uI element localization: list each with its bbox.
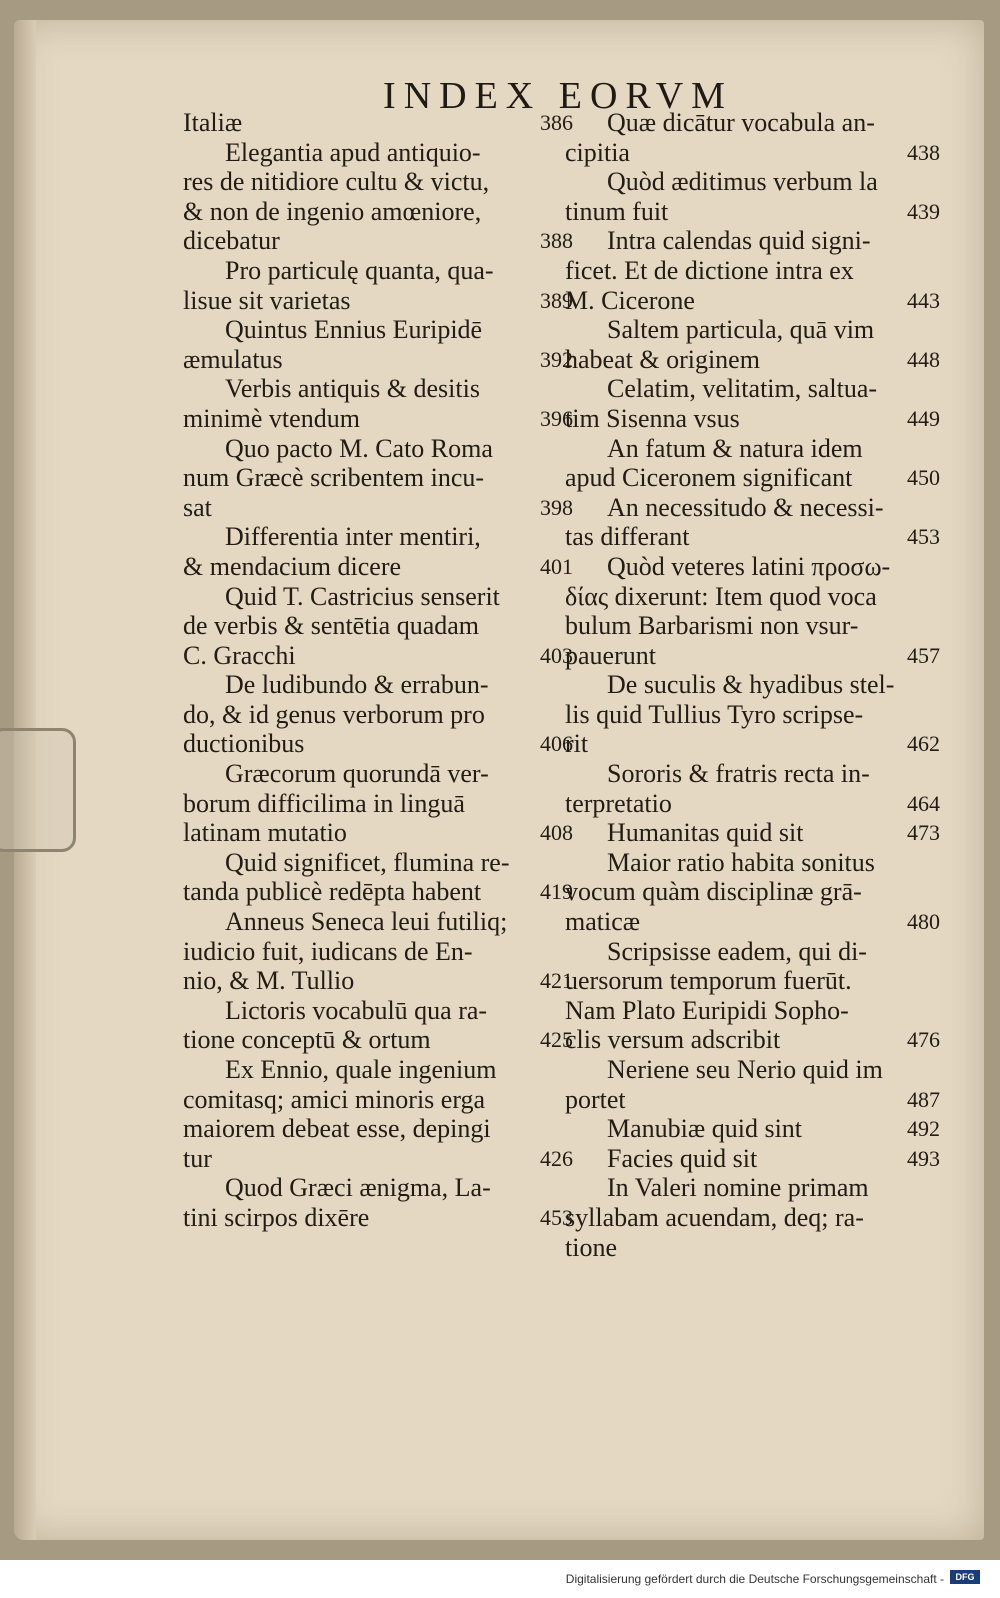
entry-text: latinam mutatio [183, 818, 347, 848]
page-clip [0, 728, 76, 852]
entry-line [565, 877, 940, 907]
entry-text: de verbis & sentētia quadam [183, 611, 480, 641]
entry-text: habeat & originem [565, 344, 760, 374]
index-entry [183, 670, 573, 759]
entry-text: Græcorum quorundā ver- [225, 759, 489, 789]
entry-line [565, 108, 940, 138]
entry-line [183, 848, 573, 878]
entry-line [565, 197, 940, 227]
entry-text: Anneus Seneca leui futiliq; [225, 907, 508, 937]
entry-line [183, 138, 573, 168]
entry-text: tur [183, 1143, 212, 1173]
entry-text: Intra calendas quid signi- [607, 226, 871, 256]
entry-text: M. Cicerone [565, 285, 695, 315]
index-entry [183, 315, 573, 374]
index-entry [565, 1055, 940, 1114]
index-entry [565, 374, 940, 433]
index-entry [565, 552, 940, 670]
entry-text: cipitia [565, 137, 630, 167]
dfg-logo: DFG [950, 1570, 980, 1584]
footer-credit: Digitalisierung gefördert durch die Deutsche Forschungsgemeinschaft - [565, 1572, 944, 1586]
page-number: 493 [907, 1145, 940, 1171]
entry-text: Saltem particula, quā vim [607, 315, 875, 345]
entry-line [565, 167, 940, 197]
index-entry [565, 818, 940, 848]
entry-line [183, 996, 573, 1026]
entry-line [183, 463, 573, 493]
entry-text: Quòd æditimus verbum la [607, 167, 878, 197]
index-entry [183, 522, 573, 581]
page-number: 421 [540, 968, 573, 994]
entry-line [183, 315, 573, 345]
page-number: 386 [540, 110, 573, 135]
entry-line [565, 434, 940, 464]
entry-text: ficet. Et de dictione intra ex [565, 255, 854, 285]
entry-line [565, 1173, 940, 1203]
entry-text: tione [565, 1232, 617, 1262]
entry-line [183, 197, 573, 227]
entry-text: In Valeri nomine primam [607, 1173, 869, 1203]
entry-text: maiorem debeat esse, depingi [183, 1114, 491, 1144]
entry-text: minimè vtendum [183, 403, 360, 433]
entry-text: tini scirpos dixēre [183, 1202, 370, 1232]
entry-text: Nam Plato Euripidi Sopho- [565, 995, 849, 1025]
page-number: 487 [907, 1086, 940, 1112]
page-number: 425 [540, 1027, 573, 1053]
entry-line [183, 493, 573, 523]
entry-line [565, 1144, 940, 1174]
entry-text: lis quid Tullius Tyro scripse- [565, 699, 864, 729]
index-entry [183, 848, 573, 907]
entry-text: clis versum adscribit [565, 1025, 781, 1055]
entry-line [183, 226, 573, 256]
entry-text: pauerunt [565, 640, 656, 670]
entry-line [565, 522, 940, 552]
entry-line [183, 611, 573, 641]
entry-text: Quid T. Castricius senserit [225, 581, 500, 611]
entry-line [183, 552, 573, 582]
entry-line [565, 729, 940, 759]
page-number: 453 [540, 1204, 573, 1230]
entry-line [565, 256, 940, 286]
index-entry [565, 434, 940, 493]
index-entry [565, 670, 940, 759]
entry-text: Scripsisse eadem, qui di- [607, 936, 867, 966]
entry-line [183, 374, 573, 404]
entry-line [183, 582, 573, 612]
entry-text: bulum Barbarismi non vsur- [565, 611, 859, 641]
page-number: 453 [907, 524, 940, 550]
entry-line [565, 345, 940, 375]
page-number: 419 [540, 879, 573, 905]
entry-text: Pro particulę quanta, qua- [225, 255, 494, 285]
entry-line [565, 789, 940, 819]
entry-text: num Græcè scribentem incu- [183, 463, 485, 493]
index-column-right [565, 108, 940, 1262]
entry-text: borum difficilima in linguā [183, 788, 465, 818]
entry-line [565, 1233, 940, 1263]
page-number: 398 [540, 494, 573, 520]
index-entry [183, 996, 573, 1055]
index-entry [565, 108, 940, 167]
entry-text: rit [565, 729, 589, 759]
entry-line [183, 434, 573, 464]
entry-line [183, 1144, 573, 1174]
entry-text: nio, & M. Tullio [183, 966, 355, 996]
entry-line [565, 404, 940, 434]
entry-text: dicebatur [183, 226, 280, 256]
footer-bar [0, 1560, 1000, 1598]
entry-text: & non de ingenio amœniore, [183, 196, 482, 226]
entry-line [183, 818, 573, 848]
page-number: 443 [907, 287, 940, 313]
index-entry [565, 1144, 940, 1174]
entry-text: res de nitidiore cultu & victu, [183, 167, 490, 197]
page-number: 438 [907, 139, 940, 165]
entry-text: C. Gracchi [183, 640, 296, 670]
page-number: 473 [907, 820, 940, 846]
index-entry [183, 907, 573, 996]
entry-text: do, & id genus verborum pro [183, 699, 485, 729]
entry-text: Quæ dicātur vocabula an- [607, 108, 875, 137]
entry-line [183, 700, 573, 730]
entry-text: comitasq; amici minoris erga [183, 1084, 486, 1114]
page-number: 426 [540, 1145, 573, 1171]
index-entry [183, 759, 573, 848]
entry-text: tas differant [565, 522, 690, 552]
entry-line [565, 907, 940, 937]
entry-text: Elegantia apud antiquio- [225, 137, 481, 167]
entry-text: maticæ [565, 907, 641, 937]
entry-line [565, 759, 940, 789]
entry-line [565, 611, 940, 641]
entry-text: δίας dixerunt: Item quod voca [565, 581, 877, 611]
page-number: 476 [907, 1027, 940, 1053]
entry-text: Manubiæ quid sint [607, 1114, 803, 1144]
entry-line [565, 463, 940, 493]
entry-text: iudicio fuit, iudicans de En- [183, 936, 473, 966]
entry-line [183, 877, 573, 907]
entry-text: uersorum temporum fuerūt. [565, 966, 852, 996]
entry-text: portet [565, 1084, 626, 1114]
entry-line [183, 641, 573, 671]
entry-line [565, 996, 940, 1026]
entry-line [565, 937, 940, 967]
index-entry [565, 167, 940, 226]
page-number: 480 [907, 909, 940, 935]
entry-text: Differentia inter mentiri, [225, 522, 481, 552]
page-number: 406 [540, 731, 573, 757]
entry-text: tione conceptū & ortum [183, 1025, 431, 1055]
entry-text: vocum quàm disciplinæ grā- [565, 877, 862, 907]
entry-line [565, 552, 940, 582]
entry-text: Quid significet, flumina re- [225, 847, 510, 877]
page-number: 408 [540, 820, 573, 846]
entry-line [565, 1025, 940, 1055]
index-entry [183, 1055, 573, 1173]
index-entry [565, 937, 940, 1055]
entry-text: An necessitudo & necessi- [607, 492, 884, 522]
page-number: 462 [907, 731, 940, 757]
entry-line [565, 818, 940, 848]
entry-text: Quòd veteres latini προσω- [607, 551, 891, 581]
entry-line [565, 493, 940, 523]
index-entry [565, 1114, 940, 1144]
entry-line [565, 1085, 940, 1115]
entry-text: tanda publicè redēpta habent [183, 877, 482, 907]
entry-text: Quo pacto M. Cato Roma [225, 433, 493, 463]
entry-text: Facies quid sit [607, 1143, 758, 1173]
entry-line [183, 1114, 573, 1144]
entry-text: & mendacium dicere [183, 551, 402, 581]
index-entry [183, 1173, 573, 1232]
entry-line [183, 404, 573, 434]
entry-text: Italiæ [183, 108, 243, 137]
entry-text: Neriene seu Nerio quid im [607, 1055, 883, 1084]
page-number: 448 [907, 346, 940, 372]
entry-line [183, 1173, 573, 1203]
page-header: INDEX EORVM [383, 75, 733, 117]
index-entry [565, 759, 940, 818]
entry-line [565, 582, 940, 612]
entry-line [183, 522, 573, 552]
entry-line [183, 1025, 573, 1055]
entry-line [565, 286, 940, 316]
entry-line [183, 286, 573, 316]
entry-line [183, 966, 573, 996]
entry-line [565, 226, 940, 256]
entry-line [565, 374, 940, 404]
entry-line [183, 1085, 573, 1115]
index-entry [183, 256, 573, 315]
page-number: 401 [540, 553, 573, 579]
entry-line [565, 1203, 940, 1233]
entry-text: apud Ciceronem significant [565, 463, 853, 493]
page-number: 403 [540, 642, 573, 668]
index-entry [565, 1173, 940, 1262]
entry-text: An fatum & natura idem [607, 433, 863, 463]
entry-text: De ludibundo & errabun- [225, 670, 489, 700]
index-entry [565, 493, 940, 552]
index-entry [565, 848, 940, 937]
entry-text: Ex Ennio, quale ingenium [225, 1055, 497, 1084]
entry-line [565, 315, 940, 345]
entry-text: ductionibus [183, 729, 305, 759]
entry-text: syllabam acuendam, deq; ra- [565, 1202, 864, 1232]
index-entry [183, 374, 573, 433]
page-number: 492 [907, 1116, 940, 1142]
entry-line [183, 167, 573, 197]
entry-line [183, 729, 573, 759]
entry-text: Humanitas quid sit [607, 818, 804, 848]
entry-line [565, 670, 940, 700]
index-entry [565, 315, 940, 374]
page-number: 457 [907, 642, 940, 668]
entry-text: Lictoris vocabulū qua ra- [225, 995, 488, 1025]
entry-line [565, 1055, 940, 1085]
page-number: 396 [540, 405, 573, 431]
page-number: 464 [907, 790, 940, 816]
index-entry [183, 434, 573, 523]
entry-line [565, 700, 940, 730]
entry-text: æmulatus [183, 344, 283, 374]
entry-text: Celatim, velitatim, saltua- [607, 374, 878, 404]
entry-text: Verbis antiquis & desitis [225, 374, 480, 404]
entry-text: Maior ratio habita sonitus [607, 847, 875, 877]
entry-line [183, 789, 573, 819]
entry-line [565, 1114, 940, 1144]
page-number: 388 [540, 228, 573, 254]
page-number: 450 [907, 465, 940, 491]
index-entry [565, 226, 940, 315]
entry-line [183, 1055, 573, 1085]
index-entry [183, 108, 573, 138]
entry-text: Quod Græci ænigma, La- [225, 1173, 491, 1203]
entry-line [183, 256, 573, 286]
entry-line [183, 937, 573, 967]
entry-line [183, 108, 573, 138]
entry-text: Quintus Ennius Euripidē [225, 315, 483, 345]
entry-line [183, 345, 573, 375]
entry-text: De suculis & hyadibus stel- [607, 670, 895, 700]
entry-line [183, 1203, 573, 1233]
entry-line [183, 907, 573, 937]
page-number: 389 [540, 287, 573, 313]
entry-text: sat [183, 492, 212, 522]
entry-line [565, 848, 940, 878]
index-column-left [183, 108, 573, 1233]
entry-line [565, 138, 940, 168]
index-entry [183, 582, 573, 671]
entry-line [565, 966, 940, 996]
entry-text: terpretatio [565, 788, 672, 818]
page-number: 439 [907, 198, 940, 224]
entry-line [183, 759, 573, 789]
entry-line [565, 641, 940, 671]
entry-text: tim Sisenna vsus [565, 403, 740, 433]
page-number: 392 [540, 346, 573, 372]
entry-text: Sororis & fratris recta in- [607, 759, 870, 789]
entry-text: lisue sit varietas [183, 285, 351, 315]
entry-text: tinum fuit [565, 196, 669, 226]
page-number: 449 [907, 405, 940, 431]
entry-line [183, 670, 573, 700]
index-entry [183, 138, 573, 256]
